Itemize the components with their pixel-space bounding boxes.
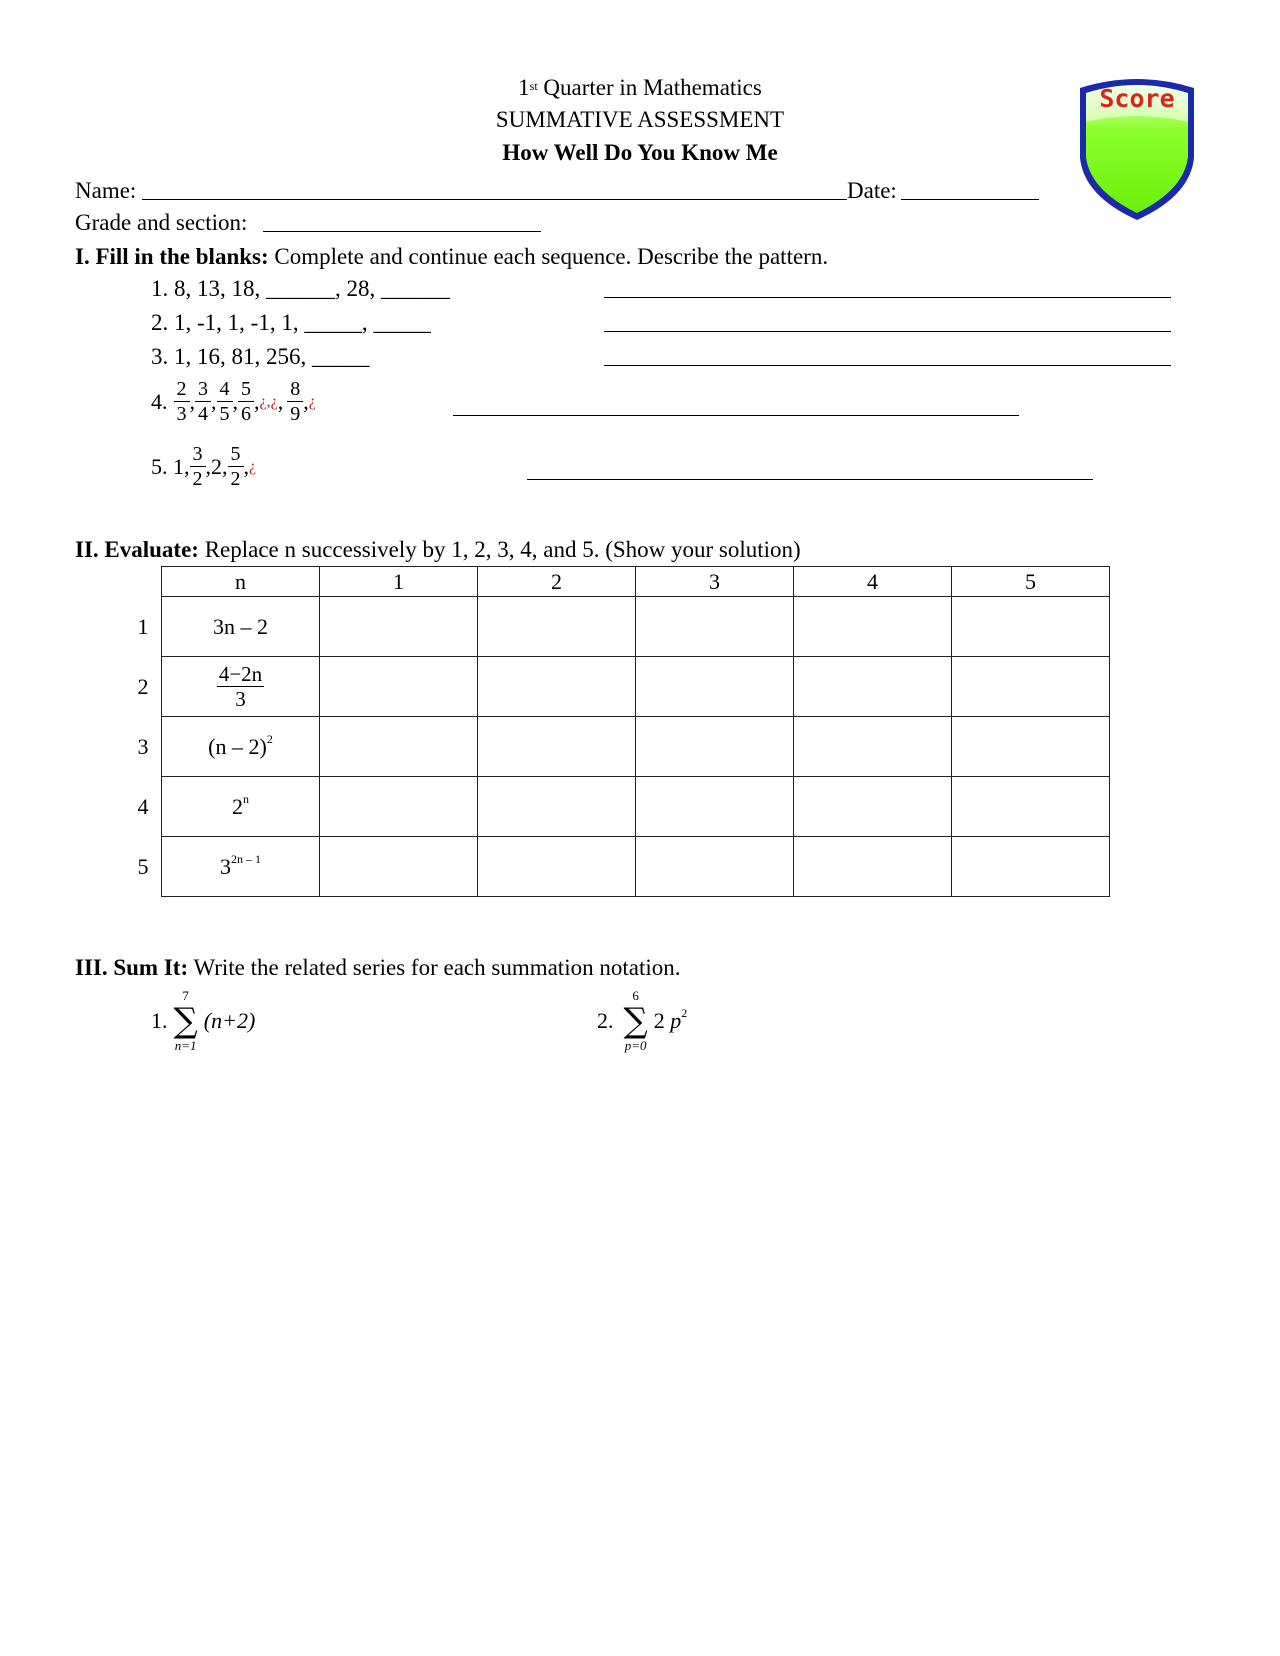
table-header-row: [162, 567, 1110, 597]
pattern-answer-3[interactable]: [604, 365, 1171, 366]
answer-cell[interactable]: [320, 777, 478, 837]
fraction: $\frac{5}{6}$: [238, 377, 254, 426]
comma: ,: [303, 388, 309, 414]
row-number: 2: [137, 674, 149, 699]
sequence-item-4: [151, 377, 316, 426]
lower-limit: n=1: [174, 1038, 197, 1053]
column-header: 1: [320, 567, 478, 597]
sequence-item-2: 2. 1, -1, 1, -1, 1, _____, _____: [151, 310, 431, 335]
table-row: [162, 657, 1110, 717]
item-label: 1.: [151, 1008, 168, 1033]
summation-symbol: [174, 988, 198, 1054]
item5-prefix: 5. 1,: [151, 453, 190, 479]
name-label: Name:: [75, 178, 137, 203]
column-header: n: [162, 567, 320, 597]
answer-cell[interactable]: [794, 597, 952, 657]
part3-heading: III. Sum It: Write the related series for each summation notation.: [75, 955, 681, 980]
expression-cell: 3n – 2: [162, 597, 320, 657]
sigma-icon: ∑: [173, 1001, 198, 1041]
answer-cell[interactable]: [952, 837, 1110, 897]
answer-cell[interactable]: [636, 777, 794, 837]
answer-cell[interactable]: [478, 657, 636, 717]
answer-cell[interactable]: [320, 657, 478, 717]
answer-cell[interactable]: [794, 777, 952, 837]
fraction: $\frac{2}{3}$: [174, 377, 190, 426]
summation-item-2: [597, 988, 687, 1054]
answer-cell[interactable]: [478, 597, 636, 657]
answer-cell[interactable]: [636, 717, 794, 777]
pattern-answer-5[interactable]: [527, 479, 1093, 480]
summand: 2 $p^2$: [653, 1006, 688, 1033]
answer-cell[interactable]: [320, 597, 478, 657]
row-number: 5: [137, 854, 149, 879]
expression-cell: $3^{2n - 1}$: [162, 837, 320, 897]
column-header: 2: [478, 567, 636, 597]
row-number: 3: [137, 734, 149, 759]
grade-section-field[interactable]: [263, 231, 541, 232]
table-row: [162, 717, 1110, 777]
expression-cell: (n – 2)$^2$: [162, 717, 320, 777]
evaluate-table: [161, 566, 1110, 897]
summation-item-1: [151, 988, 255, 1054]
answer-cell[interactable]: [794, 717, 952, 777]
comma: ,: [243, 453, 249, 479]
answer-cell[interactable]: [478, 717, 636, 777]
answer-cell[interactable]: [952, 657, 1110, 717]
item5-mid: ,2,: [205, 453, 228, 479]
answer-cell[interactable]: [794, 837, 952, 897]
upper-limit: 6: [632, 988, 639, 1003]
table-row: [162, 837, 1110, 897]
score-label: Score: [1099, 84, 1175, 113]
fraction: $\frac{3}{2}$: [190, 442, 206, 491]
comma: ,: [211, 388, 217, 414]
answer-cell[interactable]: [636, 597, 794, 657]
comma: ,: [189, 388, 195, 414]
placeholder-glyph: ¿: [308, 392, 316, 410]
pattern-answer-1[interactable]: [604, 297, 1171, 298]
column-header: 4: [794, 567, 952, 597]
answer-cell[interactable]: [636, 837, 794, 897]
item4-prefix: 4.: [151, 388, 168, 414]
column-header: 3: [636, 567, 794, 597]
sequence-item-5: [151, 442, 256, 491]
fraction: $\frac{5}{2}$: [228, 442, 244, 491]
row-number: 4: [137, 794, 149, 819]
assessment-title: SUMMATIVE ASSESSMENT: [495, 107, 785, 132]
placeholder-glyph: ¿: [249, 457, 257, 475]
answer-cell[interactable]: [952, 777, 1110, 837]
answer-cell[interactable]: [794, 657, 952, 717]
expression-cell: 2$^n$: [162, 777, 320, 837]
answer-cell[interactable]: [320, 717, 478, 777]
score-badge: [1072, 74, 1202, 224]
summand: (n+2): [203, 1008, 256, 1033]
item-label: 2.: [597, 1008, 614, 1033]
placeholder-glyph: ¿,¿: [259, 392, 278, 410]
fraction: $\frac{8}{9}$: [287, 377, 303, 426]
part1-heading: I. Fill in the blanks: Complete and continue each sequence. Describe the pattern.: [75, 244, 829, 269]
quarter-title: 1st Quarter in Mathematics: [518, 75, 762, 100]
answer-cell[interactable]: [320, 837, 478, 897]
date-field[interactable]: [901, 199, 1039, 200]
answer-cell[interactable]: [952, 717, 1110, 777]
expression-cell: [162, 657, 320, 717]
fraction: $\frac{4}{5}$: [217, 377, 233, 426]
sequence-item-1: 1. 8, 13, 18, ______, 28, ______: [151, 276, 450, 301]
date-label: Date:: [847, 178, 897, 203]
pattern-answer-2[interactable]: [604, 331, 1171, 332]
answer-cell[interactable]: [478, 777, 636, 837]
summation-symbol: [624, 988, 648, 1054]
row-number: 1: [137, 614, 149, 639]
answer-cell[interactable]: [636, 657, 794, 717]
fraction: $\frac{4-2n}{3}$: [218, 662, 263, 711]
comma: ,: [277, 388, 284, 414]
answer-cell[interactable]: [952, 597, 1110, 657]
comma: ,: [254, 388, 260, 414]
lower-limit: p=0: [624, 1038, 647, 1053]
name-field[interactable]: [142, 199, 847, 200]
fraction: $\frac{3}{4}$: [195, 377, 211, 426]
upper-limit: 7: [182, 988, 189, 1003]
answer-cell[interactable]: [478, 837, 636, 897]
table-row: [162, 597, 1110, 657]
grade-section-label: Grade and section:: [75, 210, 248, 235]
table-row: [162, 777, 1110, 837]
part2-heading: II. Evaluate: Replace n successively by 1, 2, 3, 4, and 5. (Show your solution): [75, 537, 801, 562]
pattern-answer-4[interactable]: [453, 415, 1019, 416]
column-header: 5: [952, 567, 1110, 597]
sequence-item-3: 3. 1, 16, 81, 256, _____: [151, 344, 370, 369]
comma: ,: [232, 388, 238, 414]
subtitle: How Well Do You Know Me: [502, 140, 778, 165]
sigma-icon: ∑: [623, 1001, 648, 1041]
